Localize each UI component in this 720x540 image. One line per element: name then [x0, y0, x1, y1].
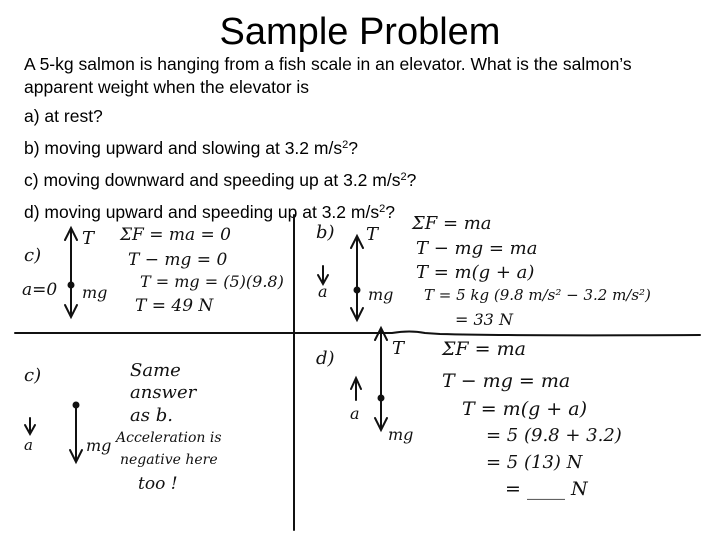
weight-arrow-a — [65, 285, 77, 317]
hand-eq-b2: T − mg = ma — [416, 238, 538, 259]
tension-arrow-a — [65, 228, 77, 285]
tension-arrow-d — [375, 328, 387, 398]
tension-arrow-b — [351, 236, 363, 290]
hand-accel-b: a — [318, 282, 328, 301]
hand-eq-a1: ΣF = ma = 0 — [120, 225, 231, 245]
hand-label-d: d) — [316, 348, 335, 369]
hand-mg-d: mg — [388, 425, 414, 444]
hand-eq-b1: ΣF = ma — [412, 213, 492, 234]
hand-eq-d6: = ____ N — [505, 478, 588, 500]
hand-mg-a: mg — [82, 283, 108, 302]
hand-eq-d5: = 5 (13) N — [486, 452, 583, 473]
hand-tension-a: T — [82, 228, 95, 249]
problem-part-d: d) moving upward and speeding up at 3.2 $m/s^2$? — [24, 202, 395, 222]
hand-eq-d2: T − mg = ma — [442, 370, 571, 392]
accel-arrow-c — [25, 418, 35, 434]
hand-eq-b4: T = 5 kg (9.8 m/s² − 3.2 m/s²) — [424, 286, 651, 304]
weight-arrow-d — [375, 398, 387, 430]
hand-label-c: c) — [24, 365, 42, 386]
accel-arrow-d — [351, 378, 361, 400]
hand-accel-a: a=0 — [22, 280, 58, 300]
hand-tension-d: T — [392, 338, 405, 359]
slide-title: Sample Problem — [219, 11, 501, 53]
hand-note-c6: too ! — [138, 474, 178, 494]
hand-mg-c: mg — [86, 436, 112, 455]
hand-tension-b: T — [366, 224, 379, 245]
hand-accel-d: a — [350, 404, 360, 423]
hand-accel-c: a — [24, 436, 33, 454]
hand-eq-b5: = 33 N — [455, 310, 513, 329]
problem-part-b: b) moving upward and slowing at 3.2 $m/s^2$? — [24, 138, 358, 158]
hand-note-c1: Same — [130, 360, 181, 381]
hand-note-c5: negative here — [120, 452, 218, 468]
horizontal-divider — [15, 332, 700, 336]
hand-note-c4: Acceleration is — [116, 430, 222, 446]
hand-note-c3: as b. — [130, 405, 173, 426]
hand-mg-b: mg — [368, 285, 394, 304]
weight-arrow-b — [351, 290, 363, 320]
problem-part-a: a) at rest? — [24, 106, 103, 126]
weight-arrow-c — [70, 405, 82, 462]
hand-label-b: b) — [316, 222, 335, 243]
hand-eq-a4: T = 49 N — [135, 296, 214, 316]
problem-part-c: c) moving downward and speeding up at 3.2 $m/s^2$? — [24, 170, 417, 190]
hand-eq-b3: T = m(g + a) — [416, 262, 535, 283]
hand-note-c2: answer — [130, 382, 197, 403]
hand-eq-a3: T = mg = (5)(9.8) — [140, 272, 284, 291]
hand-eq-d4: = 5 (9.8 + 3.2) — [486, 425, 622, 446]
hand-eq-d1: ΣF = ma — [442, 338, 526, 360]
hand-label-a: c) — [24, 245, 42, 266]
hand-eq-a2: T − mg = 0 — [128, 250, 228, 270]
hand-eq-d3: T = m(g + a) — [462, 398, 588, 420]
problem-question: A 5-kg salmon is hanging from a fish scale in an elevator. What is the salmon’s apparent weight when the elevator is — [24, 54, 632, 97]
